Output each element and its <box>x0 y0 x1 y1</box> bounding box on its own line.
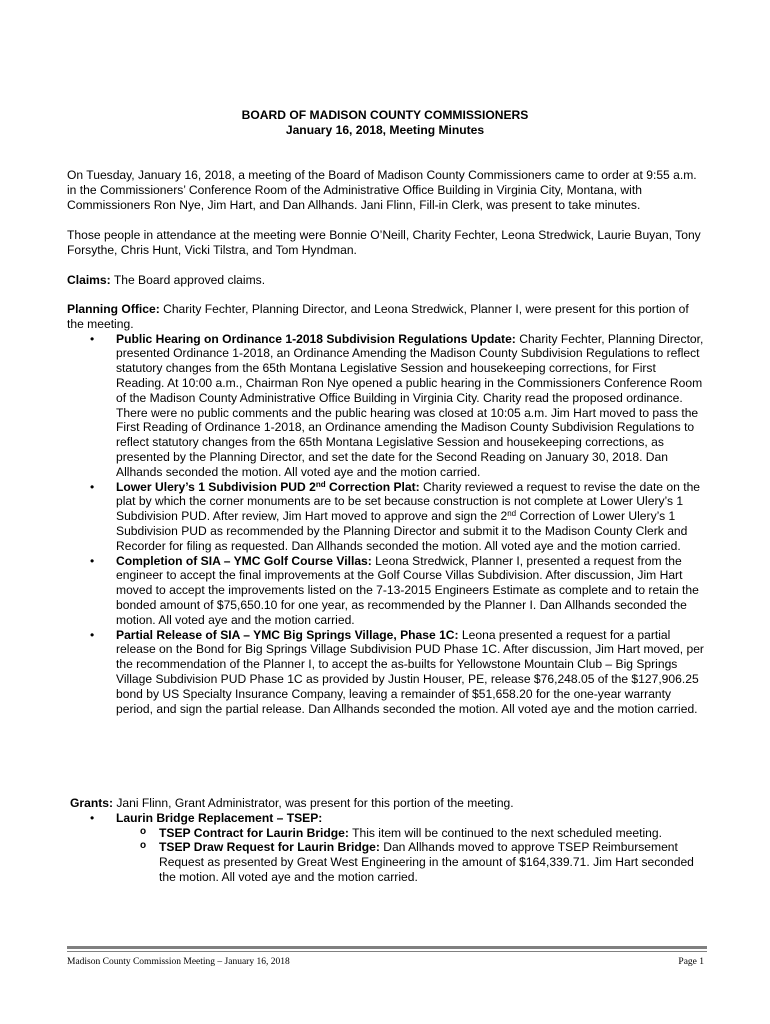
planning-section <box>67 302 707 716</box>
title-line-2: January 16, 2018, Meeting Minutes <box>285 122 485 137</box>
list-item <box>67 332 707 480</box>
planning-intro <box>67 302 707 332</box>
footer-divider-thin <box>67 951 707 952</box>
planning-list <box>67 332 707 717</box>
claims-paragraph <box>67 273 707 288</box>
item-title: Lower Ulery’s 1 Subdivision PUD 2nd Correction Plat: <box>116 479 420 494</box>
list-item <box>67 480 707 554</box>
grants-sublist <box>67 826 710 885</box>
planning-text: Charity Fechter, Planning Director, and Leona Stredwick, Planner I, were present for this portion of the meeting. <box>67 302 689 331</box>
grants-section <box>70 796 710 885</box>
subitem-text: Dan Allhands moved to approve TSEP Reimbursement Request as presented by Great West Engineering in the amount of $164,339.71. Jim Hart seconded the motion. All voted aye and the motion carried. <box>159 840 694 884</box>
grants-intro <box>70 796 710 811</box>
subitem-title: TSEP Draw Request for Laurin Bridge: <box>159 840 380 855</box>
title-line-1: BOARD OF MADISON COUNTY COMMISSIONERS <box>241 108 529 122</box>
planning-label: Planning Office: <box>67 302 160 316</box>
footer-page-number: Page 1 <box>678 957 704 967</box>
item-title: Public Hearing on Ordinance 1-2018 Subdivision Regulations Update: <box>116 331 516 346</box>
item-title: Partial Release of SIA – YMC Big Springs Village, Phase 1C: <box>116 627 459 642</box>
claims-label: Claims: <box>67 273 111 287</box>
footer-meeting-label: Madison County Commission Meeting – January 16, 2018 <box>67 957 290 967</box>
list-item <box>67 628 707 717</box>
intro-paragraph: On Tuesday, January 16, 2018, a meeting of the Board of Madison County Commissioners came to order at 9:55 a.m. in the Commissioners’ Conference Room of the Administrative Office Building in Virginia City, Montana, with Commissioners Ron Nye, Jim Hart, and Dan Allhands. Jani Flinn, Fill-in Clerk, was present to take minutes. <box>67 168 697 212</box>
grants-label: Grants: <box>70 796 114 810</box>
list-item <box>67 554 707 628</box>
attendance-paragraph: Those people in attendance at the meeting were Bonnie O’Neill, Charity Fechter, Leona Stredwick, Laurie Buyan, Tony Forsythe, Chris Hunt, Vicki Tilstra, and Tom Hyndman. <box>67 228 701 257</box>
item-text: Charity Fechter, Planning Director, presented Ordinance 1-2018, an Ordinance Amending the Madison County Subdivision Regulations to reflect statutory changes from the 65th Montana Legislative Session and housekeeping corrections, for First Reading. At 10:00 a.m., Chairman Ron Nye opened a public hearing in the Commissioners Conference Room of the Madison County Administrative Office Building in Virginia City. Charity read the proposed ordinance. There were no public comments and the public hearing was closed at 10:05 a.m. Jim Hart moved to pass the First Reading of Ordinance 1-2018, an Ordinance amending the Madison County Subdivision Regulations to reflect statutory changes from the 65th Montana Legislative Session and housekeeping corrections, as presented by the Planning Director, and set the date for the Second Reading on January 30, 2018. Dan Allhands seconded the motion. All voted aye and the motion carried. <box>116 331 704 479</box>
list-item <box>67 811 710 826</box>
item-text: Leona presented a request for a partial release on the Bond for Big Springs Village Subdivision PUD Phase 1C. After discussion, Jim Hart moved, per the recommendation of the Planner I, to accept the as-builts for Yellowstone Mountain Club – Big Springs Village Subdivision PUD Phase 1C as provided by Justin Houser, PE, release $76,248.05 of the $127,906.25 bond by US Specialty Insurance Company, leaving a remainder of $51,658.20 for the one-year warranty period, and sign the partial release. Dan Allhands seconded the motion. All voted aye and the motion carried. <box>116 627 704 716</box>
item-title: Laurin Bridge Replacement – TSEP: <box>116 810 323 825</box>
sub-list-item <box>67 840 710 884</box>
item-text: Charity reviewed a request to revise the date on the plat by which the corner monuments are to be set because construction is not complete at Lower Ulery’s 1 Subdivision PUD. After review, Jim Hart moved to approve and sign the 2nd Correction of Lower Ulery’s 1 Subdivision PUD as recommended by the Planning Director and submit it to the Madison County Clerk and Recorder for filing as requested. Dan Allhands seconded the motion. All voted aye and the motion carried. <box>116 479 701 553</box>
item-title: Completion of SIA – YMC Golf Course Villas: <box>116 553 372 568</box>
claims-text: The Board approved claims. <box>110 273 266 287</box>
subitem-text: This item will be continued to the next scheduled meeting. <box>348 825 662 840</box>
item-text: Leona Stredwick, Planner I, presented a request from the engineer to accept the final improvements at the Golf Course Villas Subdivision. After discussion, Jim Hart moved to accept the improvements listed on the 7-13-2015 Engineers Estimate as complete and to retain the bonded amount of $75,650.10 for one year, as recommended by the Planner I. Dan Allhands seconded the motion. All voted aye and the motion carried. <box>116 553 699 627</box>
document-title <box>0 108 770 138</box>
grants-list <box>67 811 710 826</box>
grants-text: Jani Flinn, Grant Administrator, was present for this portion of the meeting. <box>113 796 514 810</box>
footer-divider <box>67 946 707 949</box>
subitem-title: TSEP Contract for Laurin Bridge: <box>159 825 349 840</box>
sub-list-item <box>67 826 710 841</box>
